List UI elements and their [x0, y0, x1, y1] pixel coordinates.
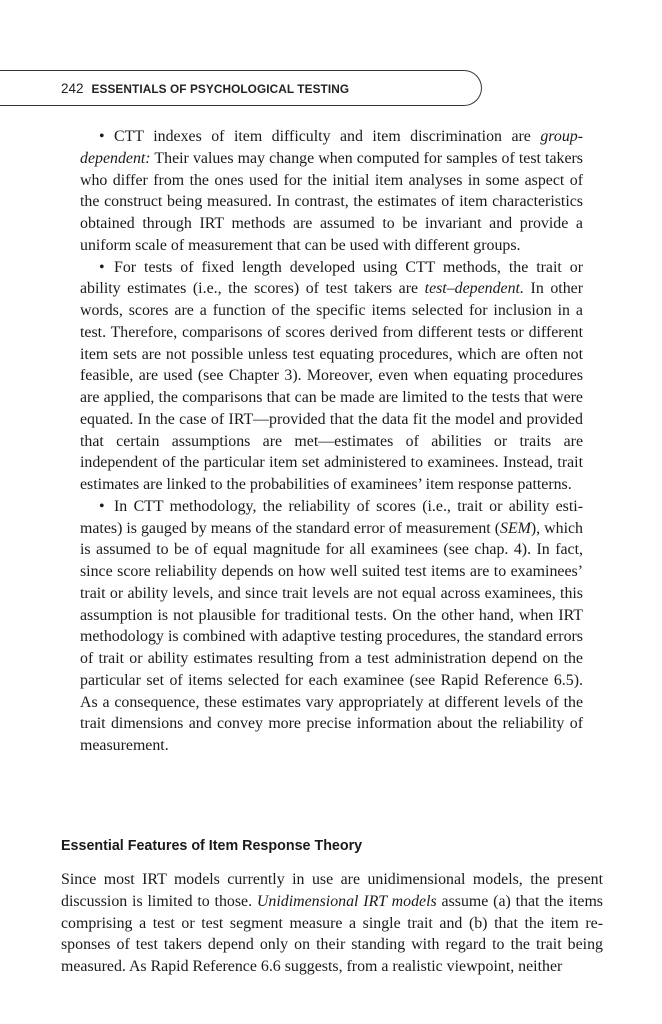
italic-term: SEM [500, 519, 531, 537]
paragraph-text: Since most IRT models currently in use are unidimensional models, the present discussion is limited to those. [61, 871, 603, 910]
bullet-icon: • [99, 258, 105, 276]
paragraph-text: CTT indexes of item difficulty and item discrimination are [114, 128, 541, 145]
bullet-item-test-dependence [80, 257, 583, 496]
section-heading: Essential Features of Item Response Theory [61, 838, 363, 854]
bullet-list [80, 126, 583, 757]
italic-term: test–dependent. [424, 280, 524, 298]
body-paragraph [61, 869, 603, 978]
paragraph-text: assume (a) that the items comprising a test or test segment measure a single trait and (b) that the item responses of test takers depend only on their standing with regard to the trait being measured. As Rapid Reference 6.6 suggests, from a realistic viewpoint, neither [61, 892, 603, 975]
bullet-item-reliability [80, 496, 583, 757]
section-body [61, 869, 603, 978]
running-header [61, 81, 349, 97]
italic-term: group-dependent: [80, 128, 583, 167]
paragraph-text: In other words, scores are a function of the specific items selected for inclusion in a test. Therefore, comparisons of scores derived from different tests or different item sets are not possible unless test equating procedures, which are often not feasible, are used (see Chapter 3). Moreover, even when equating procedures are applied, the comparisons that can be made are limited to the tests that were equated. In the case of IRT—provided that the data fit the model and provided that certain assumptions are met—estimates of abilities or traits are independent of the particular item set administered to examinees. Instead, trait estimates are linked to the probabilities of examinees’ item response patterns. [80, 280, 583, 493]
bullet-icon: • [99, 497, 105, 515]
bullet-item-item-dependence [80, 126, 583, 257]
paragraph-text: Their values may change when computed for samples of test takers who differ from the ones used for the initial item analyses in some aspect of the construct being measured. In contrast, the estimates of item characteristics obtained through IRT methods are assumed to be invariant and provide a uniform scale of measurement that can be used with different groups. [80, 149, 583, 254]
bullet-icon: • [99, 128, 105, 145]
paragraph-text: ), which is assumed to be of equal magnitude for all examinees (see chap. 4). In fact, since score reliability depends on how well suited test items are to examinees’ trait or ability levels, and since trait levels are not equal across examinees, this assumption is not plausible for traditional tests. On the other hand, when IRT methodology is combined with adaptive testing procedures, the standard errors of trait or ability estimates resulting from a test administration depend on the particular set of items selected for each examinee (see Rapid Reference 6.5). As a consequence, these estimates vary appropriately at different levels of the trait dimensions and convey more precise information about the reliability of measurement. [80, 519, 583, 754]
page-number: 242 [61, 81, 84, 96]
italic-term: Unidimensional IRT models [256, 892, 437, 910]
paragraph-text: In CTT methodology, the reliability of scores (i.e., trait or ability estimates) is gauged by means of the standard error of measurement ( [80, 497, 583, 537]
running-title: ESSENTIALS OF PSYCHOLOGICAL TESTING [91, 82, 350, 96]
paragraph-text: For tests of fixed length developed using CTT methods, the trait or ability estimates (i.e., the scores) of test takers are [80, 258, 583, 298]
